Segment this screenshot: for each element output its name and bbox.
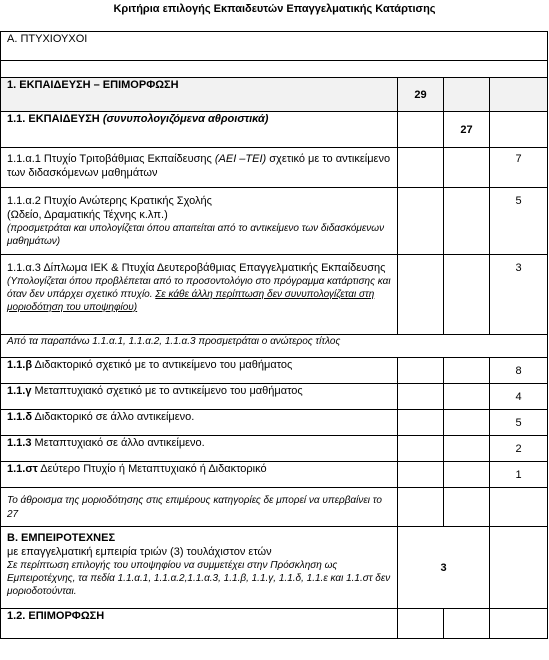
points-value: 5 [490, 188, 548, 255]
table-row [1, 358, 548, 384]
row-note: Σε περίπτωση επιλογής του υποψηφίου να συμμετέχει στην Πρόσκληση ως Εμπειροτέχνης, τα πεδία 1.1.α.1, 1.1.α.2,1.1.α.3, 1.1.β, 1.1.γ, 1.1.δ, 1.1.ε και 1.1.στ δεν μοριοδοτούνται. [7, 560, 391, 597]
row-label: 1.1. ΕΚΠΑΙΔΕΥΣΗ (συνυπολογιζόμενα αθροιστικά) [1, 112, 398, 148]
points-value: 27 [444, 112, 490, 148]
table-row [1, 61, 548, 78]
table-row [1, 462, 548, 488]
row-label: 1.1.α.1 Πτυχίο Τριτοβάθμιας Εκπαίδευσης (ΑΕΙ –ΤΕΙ) σχετικό με το αντικείμενο των διδασκόμενων μαθημάτων [1, 148, 398, 188]
row-label: 1.1.δ Διδακτορικό σε άλλο αντικείμενο. [1, 410, 398, 436]
row-label: 1.1.γ Μεταπτυχιακό σχετικό με το αντικείμενο του μαθήματος [1, 384, 398, 410]
table-row [1, 255, 548, 335]
criteria-table [0, 31, 548, 639]
row-note: (προσμετράται και υπολογίζεται όπου απαιτείται από το αντικείμενο των διδασκόμενων μαθημάτων) [7, 223, 385, 247]
row-label: 1.1.στ Δεύτερο Πτυχίο ή Μεταπτυχιακό ή Διδακτορικό [1, 462, 398, 488]
table-row [1, 527, 548, 609]
points-value: 7 [490, 148, 548, 188]
row-label: 1.1.α.2 Πτυχίο Ανώτερης Κρατικής Σχολής (Ωδείο, Δραματικής Τέχνης κ.λπ.) (προσμετράται και υπολογίζεται όπου απαιτείται από το αντικείμενο των διδασκόμενων μαθημάτων) [1, 188, 398, 255]
points-value: 3 [490, 255, 548, 335]
section-a-heading: Α. ΠΤΥΧΙΟΥΧΟΙ [1, 32, 548, 61]
row-label: 1. ΕΚΠΑΙΔΕΥΣΗ – ΕΠΙΜΟΡΦΩΣΗ [1, 78, 398, 112]
table-row [1, 609, 548, 639]
row-label: Β. ΕΜΠΕΙΡΟΤΕΧΝΕΣ με επαγγελματική εμπειρία τριών (3) τουλάχιστον ετών Σε περίπτωση επιλογής του υποψηφίου να συμμετέχει στην Πρόσκληση ως Εμπειροτέχνης, τα πεδία 1.1.α.1, 1.1.α.2,1.1.α.3, 1.1.β, 1.1.γ, 1.1.δ, 1.1.ε και 1.1.στ δεν μοριοδοτούνται. [1, 527, 398, 609]
points-value: 2 [490, 436, 548, 462]
points-value: 29 [398, 78, 444, 112]
table-row [1, 188, 548, 255]
points-value: 3 [398, 527, 490, 609]
points-value: 8 [490, 358, 548, 384]
table-row [1, 78, 548, 112]
row-note: Το άθροισμα της μοριοδότησης στις επιμέρους κατηγορίες δε μπορεί να υπερβαίνει το 27 [1, 488, 398, 527]
page-title: Κριτήρια επιλογής Εκπαιδευτών Επαγγελματικής Κατάρτισης [113, 3, 436, 15]
points-value: 1 [490, 462, 548, 488]
table-row [1, 488, 548, 527]
row-label: 1.1.α.3 Δίπλωμα ΙΕΚ & Πτυχία Δευτεροβάθμιας Επαγγελματικής Εκπαίδευσης (Υπολογίζεται όπου προβλέπεται από το προσοντολόγιο στο πρόγραμμα κατάρτισης και όταν δεν υπάρχει σχετικό πτυχίο. Σε κάθε άλλη περίπτωση δεν συνυπολογίζεται στη μοριοδότηση του υποψηφίου) [1, 255, 398, 335]
table-row [1, 410, 548, 436]
table-row [1, 436, 548, 462]
row-note: Από τα παραπάνω 1.1.α.1, 1.1.α.2, 1.1.α.3 προσμετράται ο ανώτερος τίτλος [1, 335, 548, 358]
table-row [1, 32, 548, 61]
row-note: (Υπολογίζεται όπου προβλέπεται από το προσοντολόγιο στο πρόγραμμα κατάρτισης και όταν δεν υπάρχει σχετικό πτυχίο. Σε κάθε άλλη περίπτωση δεν συνυπολογίζεται στη μοριοδότηση του υποψηφίου) [7, 276, 391, 313]
table-row [1, 148, 548, 188]
row-label: 1.1.β Διδακτορικό σχετικό με το αντικείμενο του μαθήματος [1, 358, 398, 384]
row-label: 1.2. ΕΠΙΜΟΡΦΩΣΗ [1, 609, 398, 639]
table-row [1, 335, 548, 358]
spacer-cell [1, 61, 548, 78]
section-b-heading: Β. ΕΜΠΕΙΡΟΤΕΧΝΕΣ [7, 532, 116, 544]
points-value: 4 [490, 384, 548, 410]
points-value: 5 [490, 410, 548, 436]
table-row [1, 384, 548, 410]
row-label: 1.1.3 Μεταπτυχιακό σε άλλο αντικείμενο. [1, 436, 398, 462]
table-row [1, 112, 548, 148]
row-note: (συνυπολογιζόμενα αθροιστικά) [102, 113, 269, 125]
